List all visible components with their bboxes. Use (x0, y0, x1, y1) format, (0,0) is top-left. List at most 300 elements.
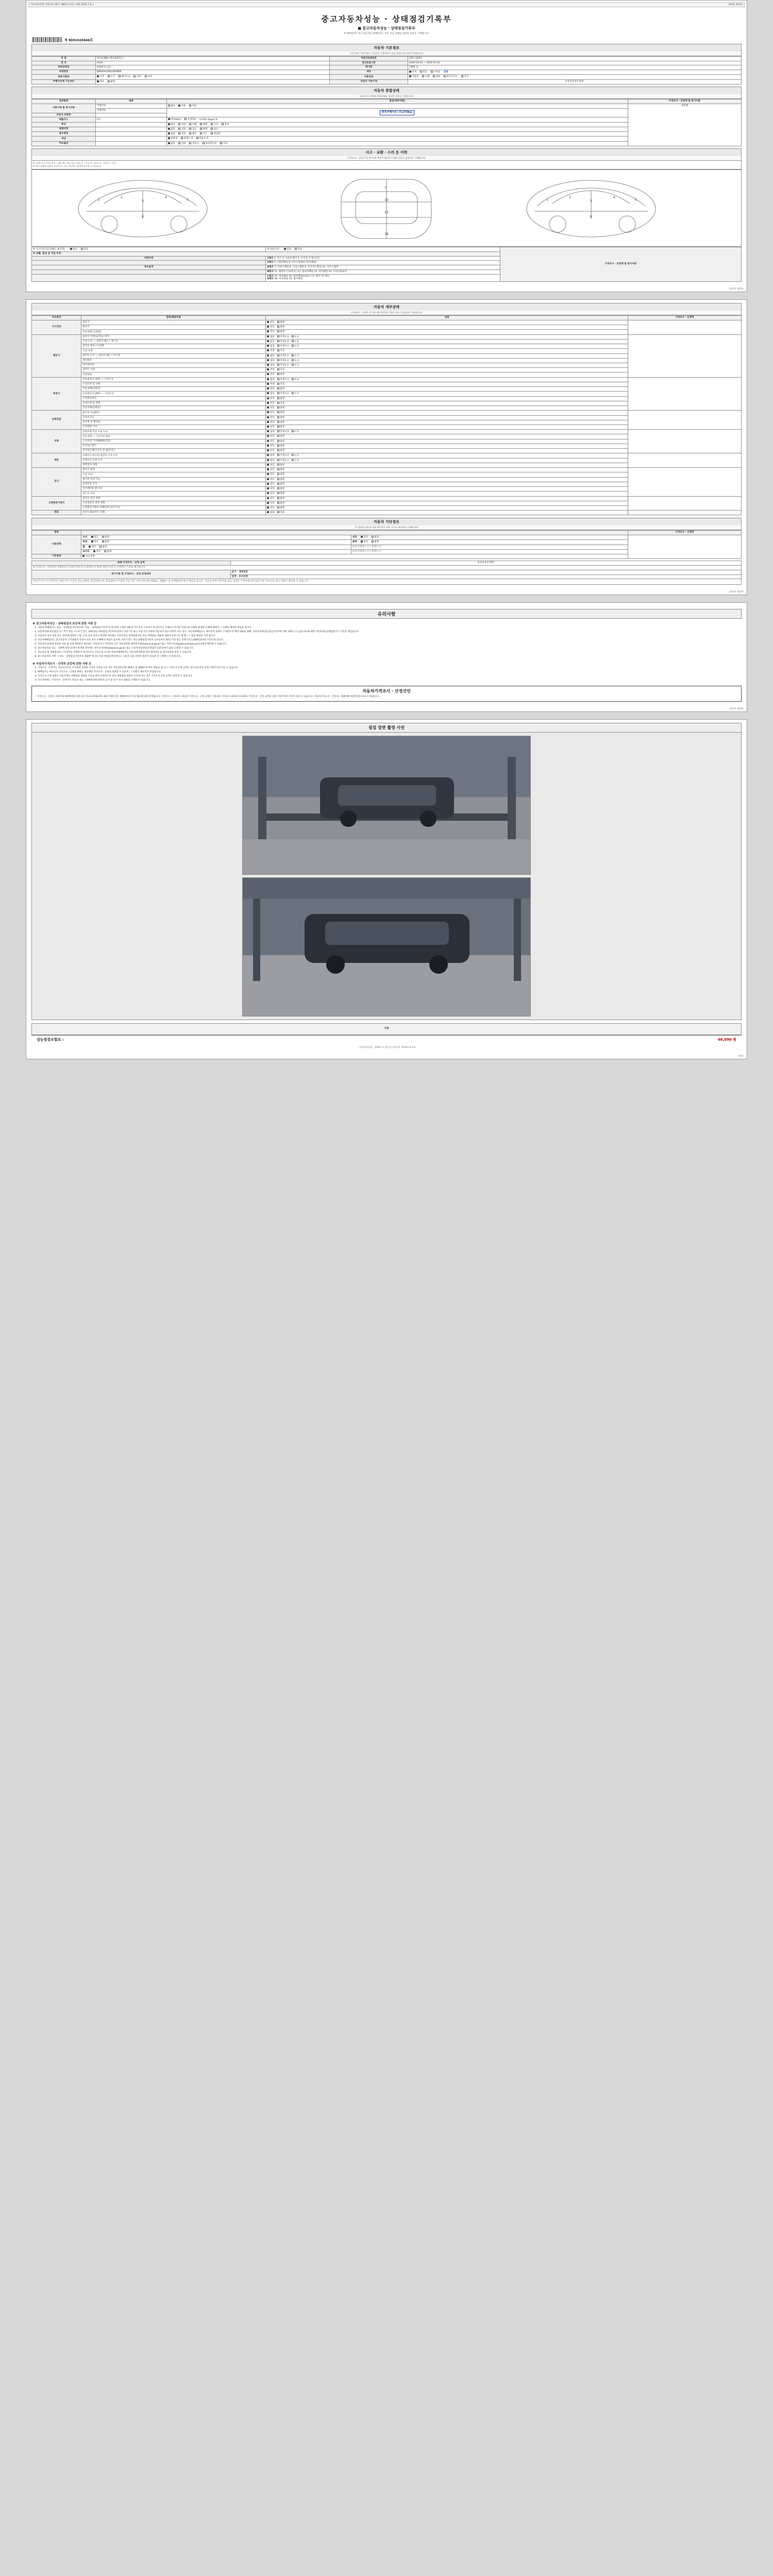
detail-option[interactable] (277, 454, 289, 457)
checkbox-icon[interactable] (178, 105, 180, 107)
checkbox-icon[interactable] (97, 80, 99, 82)
checkbox-icon[interactable] (409, 71, 411, 73)
basic-value2-0[interactable]: 292스4901 (408, 57, 741, 61)
detail-option[interactable] (277, 368, 284, 371)
odometer-option-1[interactable]: 불량 (108, 80, 115, 83)
transmission-option-2[interactable]: 세미오토 (119, 75, 130, 78)
detail-option[interactable] (267, 449, 274, 452)
detail-option[interactable] (292, 354, 299, 358)
checkbox-icon[interactable] (211, 123, 213, 125)
detail-option[interactable] (277, 497, 284, 500)
checkbox-icon[interactable] (267, 449, 269, 451)
detail-option[interactable] (267, 321, 274, 324)
detail-item-options[interactable] (266, 382, 628, 386)
checkbox-icon[interactable] (277, 354, 279, 357)
fuel-option-1[interactable]: 디젤 (422, 75, 429, 78)
detail-item-options[interactable] (266, 363, 628, 367)
detail-item-options[interactable] (266, 425, 628, 430)
detail-option[interactable] (277, 359, 289, 362)
checkbox-icon[interactable] (277, 345, 279, 347)
overall-opt[interactable]: 없음 (168, 142, 175, 145)
checkbox-icon[interactable] (267, 483, 269, 485)
detail-option[interactable] (277, 473, 284, 476)
color-option-1[interactable]: 투톤 (420, 71, 427, 74)
checkbox-icon[interactable] (267, 445, 269, 447)
checkbox-icon[interactable] (267, 392, 269, 394)
checkbox-icon[interactable] (168, 142, 170, 144)
checkbox-icon[interactable] (267, 368, 269, 370)
checkbox-icon[interactable] (168, 128, 170, 130)
checkbox-icon[interactable] (168, 105, 170, 107)
detail-option[interactable] (267, 478, 274, 481)
detail-item-options[interactable] (266, 339, 628, 344)
transmission-option-4[interactable]: 기타 (145, 75, 152, 78)
detail-item-options[interactable] (266, 468, 628, 472)
checkbox-icon[interactable] (267, 340, 269, 342)
overall-opt[interactable]: 많음 (168, 105, 175, 108)
detail-option[interactable] (267, 497, 274, 500)
detail-option[interactable] (267, 492, 274, 495)
detail-option[interactable] (267, 364, 274, 367)
etc-opt[interactable]: 불량 (102, 540, 109, 544)
overall-opt[interactable]: 적음 (189, 105, 196, 108)
detail-option[interactable] (267, 454, 274, 457)
detail-item-options[interactable] (266, 449, 628, 453)
overall-sub[interactable]: 내비게이션 (203, 142, 217, 145)
detail-option[interactable] (277, 506, 284, 510)
overall-opt[interactable]: 없음 (168, 132, 175, 135)
checkbox-icon[interactable] (292, 345, 294, 347)
detail-group-remark[interactable] (628, 334, 741, 377)
fuel-option-3[interactable]: 하이브리드 (444, 75, 458, 78)
transmission-option-3[interactable]: CVT (133, 75, 141, 78)
checkbox-icon[interactable] (168, 123, 170, 125)
etc-opt[interactable]: 불량 (104, 550, 111, 553)
basic-value-transmission[interactable] (95, 75, 329, 79)
overall-opt[interactable]: 있음 (178, 123, 186, 126)
checkbox-icon[interactable] (189, 123, 191, 125)
checkbox-icon[interactable] (91, 540, 93, 543)
detail-item-options[interactable] (266, 463, 628, 467)
detail-option[interactable] (277, 321, 284, 324)
detail-item-options[interactable] (266, 439, 628, 444)
checkbox-icon[interactable] (267, 378, 269, 380)
checkbox-icon[interactable] (277, 411, 279, 413)
checkbox-icon[interactable] (267, 464, 269, 466)
etc-opt[interactable]: 양호 (89, 546, 96, 549)
detail-group-remark[interactable] (628, 377, 741, 411)
etc-cell-1[interactable] (81, 540, 351, 545)
etc-cell-2[interactable] (81, 545, 351, 549)
checkbox-icon[interactable] (81, 248, 83, 250)
checkbox-icon[interactable] (189, 128, 191, 130)
checkbox-icon[interactable] (277, 473, 279, 475)
detail-option[interactable] (267, 430, 274, 433)
detail-option[interactable] (277, 416, 284, 419)
checkbox-icon[interactable] (267, 435, 269, 437)
etc-opt[interactable]: 양호 (93, 550, 100, 553)
basic-value-color[interactable] (408, 70, 741, 75)
checkbox-icon[interactable] (267, 387, 269, 389)
etc-cell-0[interactable] (81, 535, 351, 540)
detail-option[interactable] (292, 459, 299, 462)
detail-option[interactable] (277, 378, 289, 381)
checkbox-icon[interactable] (267, 330, 269, 332)
checkbox-icon[interactable] (277, 406, 279, 409)
overall-opts-5[interactable] (166, 127, 628, 131)
checkbox-icon[interactable] (267, 487, 269, 489)
overall-sub[interactable]: 전손 (211, 128, 218, 131)
overall-opts-4[interactable] (166, 122, 628, 127)
checkbox-icon[interactable] (119, 75, 121, 77)
overall-opt[interactable]: 보통 (178, 105, 186, 108)
checkbox-icon[interactable] (277, 492, 279, 494)
etc-cell-3[interactable] (81, 549, 351, 554)
detail-item-options[interactable] (266, 401, 628, 405)
checkbox-icon[interactable] (267, 397, 269, 399)
checkbox-icon[interactable] (196, 137, 198, 139)
checkbox-icon[interactable] (267, 364, 269, 366)
detail-option[interactable] (267, 378, 274, 381)
checkbox-icon[interactable] (267, 430, 269, 432)
detail-option[interactable] (292, 364, 299, 367)
detail-option[interactable] (267, 502, 274, 505)
detail-option[interactable] (267, 506, 274, 510)
final-price-value[interactable]: 0 0 0 0 0 만원 (230, 561, 741, 566)
detail-option[interactable] (292, 359, 299, 362)
checkbox-icon[interactable] (292, 430, 294, 432)
detail-option[interactable] (267, 368, 274, 371)
detail-group-remark[interactable] (628, 320, 741, 334)
overall-remark[interactable]: 실주행 (628, 104, 741, 146)
checkbox-icon[interactable] (292, 392, 294, 394)
checkbox-icon[interactable] (277, 435, 279, 437)
detail-option[interactable] (277, 397, 284, 400)
etc-cell-3b[interactable]: 운전석전/좌 | 우 | 후/좌 | 우 (351, 549, 628, 554)
detail-option[interactable] (277, 464, 284, 467)
detail-option[interactable] (267, 464, 274, 467)
detail-option[interactable] (267, 330, 274, 333)
detail-option[interactable] (267, 459, 274, 462)
detail-option[interactable] (267, 349, 274, 352)
color-option-2[interactable]: 쓰리톤 (431, 71, 441, 74)
checkbox-icon[interactable] (422, 75, 424, 77)
simple-repair-option-yes[interactable]: 있음 (295, 248, 302, 251)
detail-group-remark[interactable] (628, 468, 741, 496)
checkbox-icon[interactable] (277, 430, 279, 432)
checkbox-icon[interactable] (99, 546, 102, 548)
detail-option[interactable] (277, 492, 284, 495)
detail-item-options[interactable] (266, 377, 628, 382)
accident-history-option-yes[interactable]: 있음 (81, 248, 88, 251)
detail-item-options[interactable] (266, 396, 628, 401)
detail-item-options[interactable] (266, 368, 628, 372)
checkbox-icon[interactable] (168, 132, 170, 134)
checkbox-icon[interactable] (267, 511, 269, 513)
checkbox-icon[interactable] (292, 454, 294, 456)
checkbox-icon[interactable] (295, 248, 297, 250)
detail-group-remark[interactable] (628, 430, 741, 453)
overall-opt[interactable]: 있음 (178, 132, 186, 135)
detail-item-options[interactable] (266, 511, 628, 515)
checkbox-icon[interactable] (178, 128, 180, 130)
checkbox-icon[interactable] (267, 411, 269, 413)
checkbox-icon[interactable] (277, 397, 279, 399)
checkbox-icon[interactable] (168, 118, 170, 120)
checkbox-icon[interactable] (277, 416, 279, 418)
detail-option[interactable] (267, 335, 274, 338)
checkbox-icon[interactable] (277, 335, 279, 337)
checkbox-icon[interactable] (277, 326, 279, 328)
checkbox-icon[interactable] (292, 335, 294, 337)
checkbox-icon[interactable] (292, 378, 294, 380)
detail-option[interactable] (277, 511, 284, 514)
overall-sub[interactable]: 화재 (200, 128, 207, 131)
checkbox-icon[interactable] (211, 128, 213, 130)
fuel-option-0[interactable]: 가솔린 (409, 75, 419, 78)
detail-option[interactable] (277, 487, 284, 490)
overall-opt[interactable]: 없음 (168, 123, 175, 126)
checkbox-icon[interactable] (267, 478, 269, 480)
detail-option[interactable] (267, 326, 274, 329)
etc-opt[interactable]: 불량 (372, 540, 379, 544)
checkbox-icon[interactable] (284, 248, 286, 250)
detail-option[interactable] (267, 340, 274, 343)
remark-row-0[interactable] (230, 570, 741, 574)
detail-option[interactable] (292, 392, 299, 395)
checkbox-icon[interactable] (222, 123, 224, 125)
detail-option[interactable] (277, 435, 284, 438)
odometer-option-0[interactable]: 양호 (97, 80, 104, 83)
accident-history-cell[interactable] (32, 247, 266, 251)
inspection-photo-1[interactable] (242, 736, 531, 875)
transmission-option-1[interactable]: 수동 (108, 75, 115, 78)
simple-repair-option-none[interactable]: 없음 (284, 248, 291, 251)
checkbox-icon[interactable] (70, 248, 72, 250)
checkbox-icon[interactable] (277, 426, 279, 428)
overall-opt[interactable]: 부분도색 (196, 137, 208, 140)
detail-option[interactable] (267, 411, 274, 414)
detail-item-options[interactable] (266, 506, 628, 511)
detail-item-options[interactable] (266, 344, 628, 349)
inspection-photo-2[interactable] (242, 877, 531, 1016)
checkbox-icon[interactable] (108, 80, 110, 82)
overall-sub[interactable]: 침수 (189, 128, 196, 131)
checkbox-icon[interactable] (277, 349, 279, 351)
etc-cell-1b[interactable] (351, 540, 628, 545)
overall-sub[interactable]: 적법 (189, 123, 196, 126)
checkbox-icon[interactable] (292, 354, 294, 357)
overall-opt[interactable]: 있음 (178, 128, 186, 131)
overall-sub[interactable]: 기타 (220, 142, 227, 145)
checkbox-icon[interactable] (277, 440, 279, 442)
checkbox-icon[interactable] (277, 454, 279, 456)
checkbox-icon[interactable] (277, 421, 279, 423)
accident-history-option-none[interactable]: 없음 (70, 248, 77, 251)
checkbox-icon[interactable] (200, 123, 202, 125)
detail-item-options[interactable] (266, 358, 628, 363)
checkbox-icon[interactable] (104, 550, 106, 552)
checkbox-icon[interactable] (277, 445, 279, 447)
checkbox-icon[interactable] (461, 75, 463, 77)
detail-option[interactable] (277, 421, 284, 424)
checkbox-icon[interactable] (277, 340, 279, 342)
detail-option[interactable] (292, 340, 299, 343)
color-option-0[interactable]: 단색 (409, 71, 416, 74)
checkbox-icon[interactable] (267, 421, 269, 423)
detail-option[interactable] (277, 387, 284, 391)
detail-option[interactable] (277, 411, 284, 414)
detail-option[interactable] (277, 335, 289, 338)
fuel-option-4[interactable]: 전기 (461, 75, 468, 78)
detail-option[interactable] (267, 383, 274, 386)
basic-value-odometer[interactable] (95, 79, 329, 84)
checkbox-icon[interactable] (409, 75, 411, 77)
checkbox-icon[interactable] (267, 359, 269, 361)
checkbox-icon[interactable] (145, 75, 147, 77)
overall-sub[interactable]: 불법 (200, 123, 207, 126)
detail-option[interactable] (277, 440, 284, 443)
etc-opt[interactable]: 불량 (102, 536, 109, 539)
checkbox-icon[interactable] (267, 497, 269, 499)
checkbox-icon[interactable] (178, 132, 180, 134)
checkbox-icon[interactable] (200, 132, 202, 134)
detail-item-options[interactable] (266, 325, 628, 330)
checkbox-icon[interactable] (267, 373, 269, 375)
checkbox-icon[interactable] (277, 483, 279, 485)
detail-group-remark[interactable] (628, 496, 741, 511)
overall-opt[interactable]: 무변경 (168, 137, 178, 140)
detail-option[interactable] (292, 378, 299, 381)
checkbox-icon[interactable] (267, 402, 269, 404)
detail-item-options[interactable] (266, 430, 628, 434)
checkbox-icon[interactable] (267, 326, 269, 328)
detail-option[interactable] (277, 330, 284, 333)
etc-remark[interactable] (628, 535, 741, 559)
checkbox-icon[interactable] (433, 75, 435, 77)
checkbox-icon[interactable] (267, 406, 269, 409)
checkbox-icon[interactable] (277, 502, 279, 504)
checkbox-icon[interactable] (91, 536, 93, 538)
basic-value-fuel[interactable] (408, 75, 741, 79)
detail-option[interactable] (292, 335, 299, 338)
detail-option[interactable] (277, 402, 284, 405)
overall-sub[interactable]: 리스 (200, 132, 207, 135)
overall-opt[interactable]: 측정(%) (184, 118, 196, 121)
basic-value-1[interactable]: 2020 (95, 61, 329, 65)
simple-repair-cell[interactable] (266, 247, 500, 251)
basic-value-0[interactable]: 벤츠E(MB) (벤츠E클래스) (95, 57, 329, 61)
detail-option[interactable] (277, 468, 284, 471)
overall-sub[interactable]: 영업용 (211, 132, 221, 135)
checkbox-icon[interactable] (361, 536, 363, 538)
detail-option[interactable] (267, 397, 274, 400)
checkbox-icon[interactable] (444, 75, 446, 77)
checkbox-icon[interactable] (178, 123, 180, 125)
checkbox-icon[interactable] (277, 373, 279, 375)
checkbox-icon[interactable] (102, 536, 104, 538)
checkbox-icon[interactable] (277, 392, 279, 394)
etc-basic-items[interactable] (81, 554, 628, 559)
detail-option[interactable] (277, 478, 284, 481)
detail-option[interactable] (277, 430, 289, 433)
detail-option[interactable] (277, 354, 289, 358)
detail-option[interactable] (267, 345, 274, 348)
checkbox-icon[interactable] (372, 540, 374, 543)
detail-option[interactable] (277, 373, 284, 376)
detail-option[interactable] (267, 445, 274, 448)
detail-option[interactable] (267, 440, 274, 443)
detail-item-options[interactable] (266, 406, 628, 411)
checkbox-icon[interactable] (277, 511, 279, 513)
detail-group-remark[interactable] (628, 453, 741, 468)
checkbox-icon[interactable] (267, 440, 269, 442)
detail-option[interactable] (267, 468, 274, 471)
detail-option[interactable] (267, 487, 274, 490)
checkbox-icon[interactable] (189, 105, 191, 107)
checkbox-icon[interactable] (277, 378, 279, 380)
detail-item-options[interactable] (266, 472, 628, 477)
detail-item-options[interactable] (266, 444, 628, 448)
detail-item-options[interactable] (266, 501, 628, 505)
detail-item-options[interactable] (266, 334, 628, 339)
detail-item-options[interactable] (266, 420, 628, 425)
detail-option[interactable] (267, 387, 274, 391)
checkbox-icon[interactable] (277, 321, 279, 323)
overall-sub[interactable]: 렌트 (189, 132, 196, 135)
etc-opt[interactable]: 보유설명 (82, 555, 94, 558)
checkbox-icon[interactable] (178, 142, 180, 144)
detail-item-options[interactable] (266, 492, 628, 496)
detail-item-options[interactable] (266, 482, 628, 486)
checkbox-icon[interactable] (189, 132, 191, 134)
checkbox-icon[interactable] (211, 132, 213, 134)
detail-option[interactable] (267, 483, 274, 486)
detail-option[interactable] (267, 392, 274, 395)
remark-row-1[interactable] (230, 574, 741, 579)
detail-option[interactable] (267, 426, 274, 429)
detail-item-options[interactable] (266, 411, 628, 415)
checkbox-icon[interactable] (267, 426, 269, 428)
overall-opts-8[interactable] (166, 141, 628, 146)
checkbox-icon[interactable] (361, 540, 363, 543)
detail-option[interactable] (292, 430, 299, 433)
checkbox-icon[interactable] (267, 416, 269, 418)
detail-option[interactable] (267, 402, 274, 405)
detail-option[interactable] (277, 449, 284, 452)
checkbox-icon[interactable] (277, 464, 279, 466)
checkbox-icon[interactable] (267, 321, 269, 323)
overall-opts-6[interactable] (166, 132, 628, 137)
checkbox-icon[interactable] (267, 349, 269, 351)
detail-group-remark[interactable] (628, 411, 741, 430)
overall-opts-3[interactable] (166, 117, 628, 122)
checkbox-icon[interactable] (181, 137, 183, 139)
detail-item-options[interactable] (266, 392, 628, 396)
checkbox-icon[interactable] (108, 75, 110, 77)
overall-opts-0[interactable] (166, 104, 628, 108)
car-damage-diagram[interactable] (31, 170, 742, 247)
overall-opt[interactable]: HC(ppm) (168, 118, 181, 121)
detail-item-options[interactable] (266, 477, 628, 482)
detail-option[interactable] (267, 354, 274, 358)
checkbox-icon[interactable] (277, 478, 279, 480)
detail-option[interactable] (277, 406, 284, 410)
checkbox-icon[interactable] (267, 354, 269, 357)
checkbox-icon[interactable] (93, 550, 95, 552)
basic-value2-1[interactable]: 2020-01-01 ~ 2020-01-00 (408, 61, 741, 65)
checkbox-icon[interactable] (89, 546, 91, 548)
